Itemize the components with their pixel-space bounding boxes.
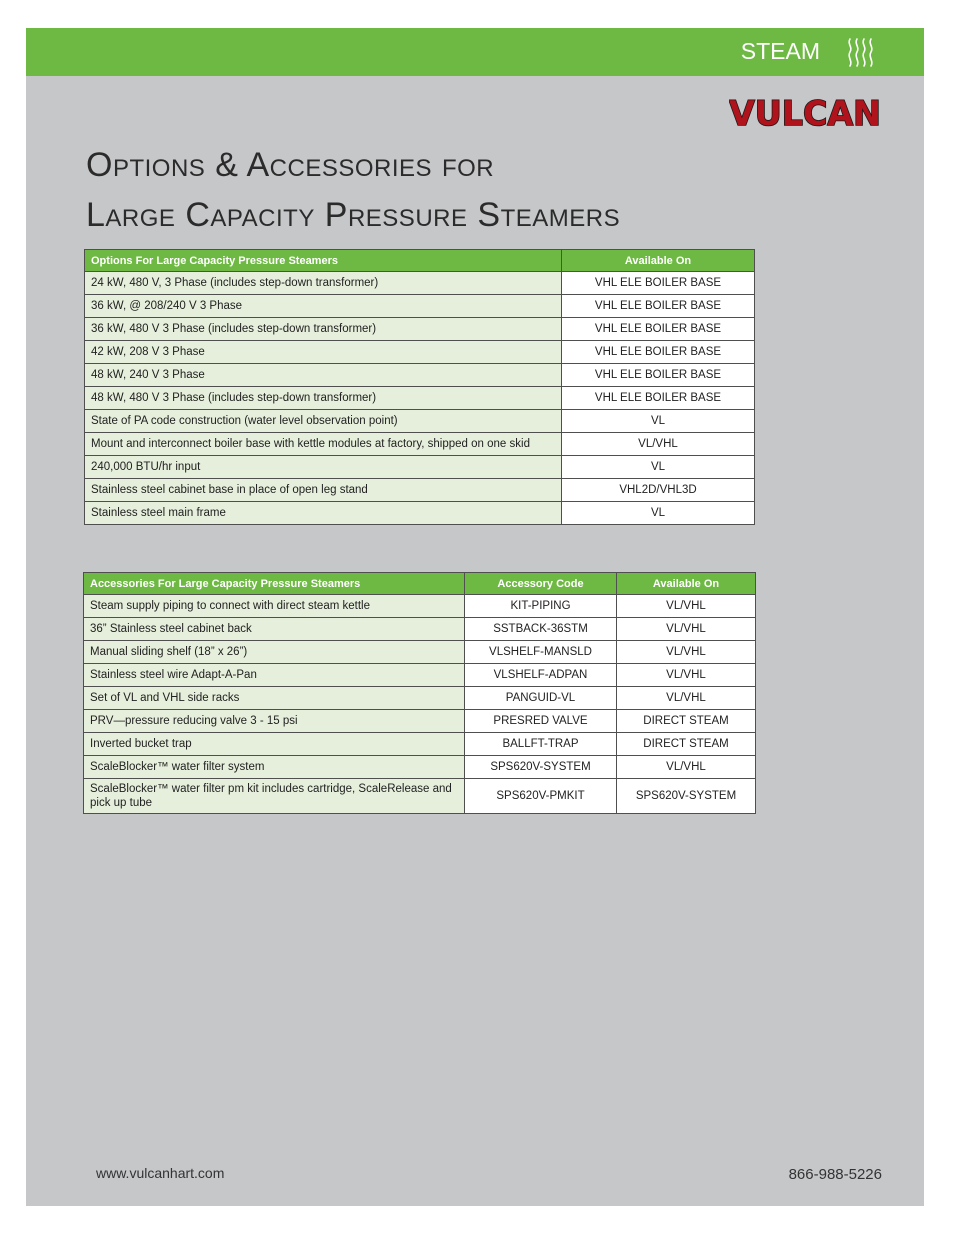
table-row	[85, 502, 755, 525]
accessory-description: Manual sliding shelf (18” x 26”)	[84, 641, 465, 664]
option-description: 48 kW, 240 V 3 Phase	[85, 364, 562, 387]
table-row	[84, 595, 756, 618]
accessories-header-available-on: Available On	[617, 573, 756, 595]
phone-number: 866-988-5226	[788, 1166, 882, 1183]
accessory-available-on: SPS620V-SYSTEM	[617, 779, 756, 814]
accessory-available-on: VL/VHL	[617, 756, 756, 779]
steam-waves-icon	[846, 37, 878, 68]
accessory-available-on: DIRECT STEAM	[617, 710, 756, 733]
accessories-header-description: Accessories For Large Capacity Pressure Steamers	[84, 573, 465, 595]
option-available-on: VHL ELE BOILER BASE	[562, 364, 755, 387]
table-row	[85, 318, 755, 341]
accessory-code: SPS620V-SYSTEM	[465, 756, 617, 779]
option-description: Stainless steel cabinet base in place of open leg stand	[85, 479, 562, 502]
accessory-description: Steam supply piping to connect with direct steam kettle	[84, 595, 465, 618]
accessory-available-on: VL/VHL	[617, 595, 756, 618]
accessory-code: BALLFT-TRAP	[465, 733, 617, 756]
accessory-description: 36” Stainless steel cabinet back	[84, 618, 465, 641]
table-row	[84, 733, 756, 756]
option-description: 48 kW, 480 V 3 Phase (includes step-down transformer)	[85, 387, 562, 410]
page-title-line-2: Large Capacity Pressure Steamers	[86, 196, 621, 234]
accessory-code: VLSHELF-ADPAN	[465, 664, 617, 687]
table-row	[84, 756, 756, 779]
option-description: Stainless steel main frame	[85, 502, 562, 525]
table-row	[84, 641, 756, 664]
option-description: 240,000 BTU/hr input	[85, 456, 562, 479]
accessory-description: ScaleBlocker™ water filter system	[84, 756, 465, 779]
accessory-code: SSTBACK-36STM	[465, 618, 617, 641]
option-available-on: VL	[562, 456, 755, 479]
page-title	[86, 140, 620, 240]
option-available-on: VL/VHL	[562, 433, 755, 456]
accessory-description: PRV—pressure reducing valve 3 - 15 psi	[84, 710, 465, 733]
spec-sheet-page	[26, 28, 924, 1206]
options-table-header-row	[85, 250, 755, 272]
table-row	[84, 779, 756, 814]
option-available-on: VL	[562, 502, 755, 525]
option-available-on: VHL ELE BOILER BASE	[562, 295, 755, 318]
options-header-available-on: Available On	[562, 250, 755, 272]
option-available-on: VHL ELE BOILER BASE	[562, 318, 755, 341]
table-row	[85, 272, 755, 295]
options-header-description: Options For Large Capacity Pressure Steamers	[85, 250, 562, 272]
options-table	[84, 249, 755, 525]
option-available-on: VHL ELE BOILER BASE	[562, 272, 755, 295]
table-row	[85, 364, 755, 387]
header-band	[26, 28, 924, 76]
vulcan-logo-text: VULCAN	[729, 94, 881, 130]
accessories-header-code: Accessory Code	[465, 573, 617, 595]
vulcan-logo	[729, 94, 883, 130]
accessory-code: PANGUID-VL	[465, 687, 617, 710]
option-description: 36 kW, 480 V 3 Phase (includes step-down transformer)	[85, 318, 562, 341]
table-row	[85, 433, 755, 456]
accessory-description: Inverted bucket trap	[84, 733, 465, 756]
table-row	[85, 456, 755, 479]
table-row	[85, 410, 755, 433]
accessory-description: Stainless steel wire Adapt-A-Pan	[84, 664, 465, 687]
page-title-line-1: Options & Accessories for	[86, 146, 495, 184]
option-description: Mount and interconnect boiler base with kettle modules at factory, shipped on one skid	[85, 433, 562, 456]
accessory-available-on: VL/VHL	[617, 618, 756, 641]
accessory-available-on: DIRECT STEAM	[617, 733, 756, 756]
accessory-code: KIT-PIPING	[465, 595, 617, 618]
option-available-on: VHL2D/VHL3D	[562, 479, 755, 502]
accessory-description: Set of VL and VHL side racks	[84, 687, 465, 710]
accessory-code: VLSHELF-MANSLD	[465, 641, 617, 664]
option-available-on: VL	[562, 410, 755, 433]
table-row	[84, 664, 756, 687]
table-row	[84, 618, 756, 641]
option-description: 36 kW, @ 208/240 V 3 Phase	[85, 295, 562, 318]
option-description: State of PA code construction (water level observation point)	[85, 410, 562, 433]
accessories-table	[83, 572, 756, 814]
table-row	[85, 341, 755, 364]
website-link[interactable]: www.vulcanhart.com	[96, 1165, 225, 1181]
table-row	[85, 387, 755, 410]
table-row	[85, 295, 755, 318]
accessory-available-on: VL/VHL	[617, 641, 756, 664]
accessory-available-on: VL/VHL	[617, 664, 756, 687]
table-row	[84, 710, 756, 733]
table-row	[85, 479, 755, 502]
accessories-table-header-row	[84, 573, 756, 595]
accessory-description: ScaleBlocker™ water filter pm kit includes cartridge, ScaleRelease and pick up tube	[84, 779, 465, 814]
accessory-code: SPS620V-PMKIT	[465, 779, 617, 814]
accessory-available-on: VL/VHL	[617, 687, 756, 710]
accessory-code: PRESRED VALVE	[465, 710, 617, 733]
option-available-on: VHL ELE BOILER BASE	[562, 387, 755, 410]
table-row	[84, 687, 756, 710]
option-available-on: VHL ELE BOILER BASE	[562, 341, 755, 364]
option-description: 42 kW, 208 V 3 Phase	[85, 341, 562, 364]
section-label: STEAM	[740, 38, 820, 64]
option-description: 24 kW, 480 V, 3 Phase (includes step-down transformer)	[85, 272, 562, 295]
